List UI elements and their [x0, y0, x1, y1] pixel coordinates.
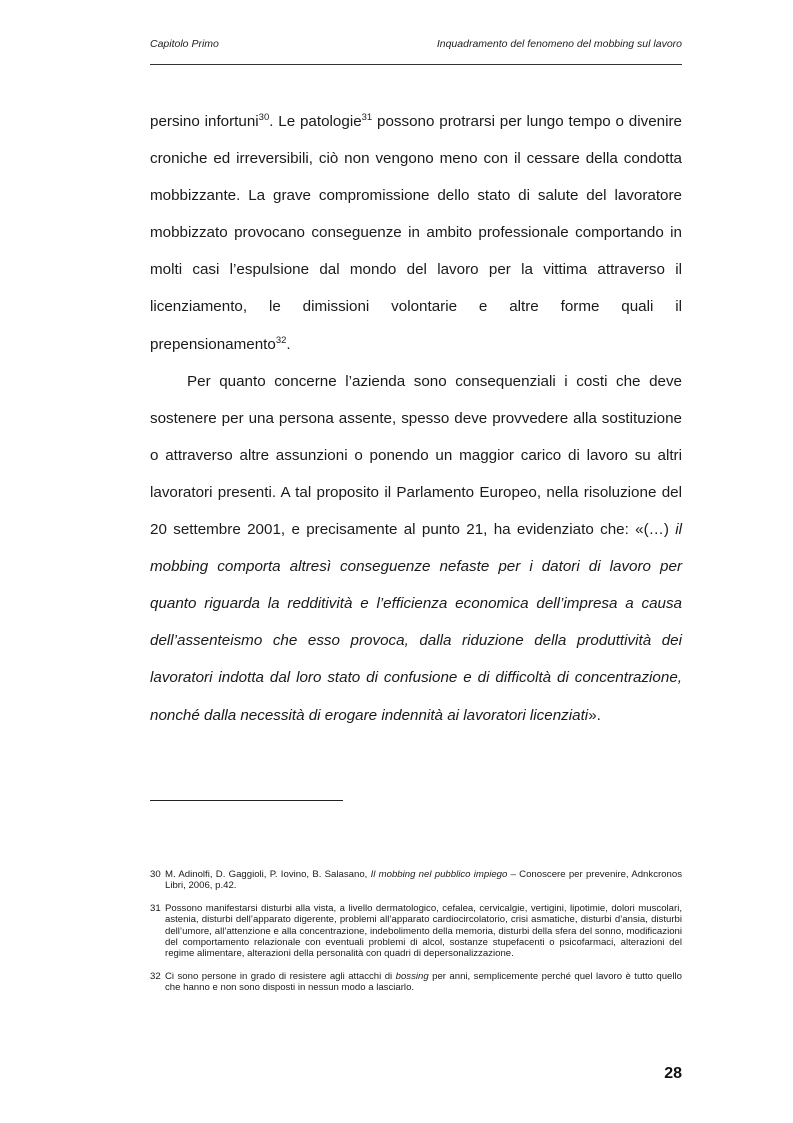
footnote-term: bossing — [395, 970, 429, 982]
footnote-32 — [150, 971, 682, 994]
page-number: 28 — [664, 1065, 682, 1082]
main-text — [150, 103, 682, 734]
p1-text-4: . — [286, 335, 291, 353]
header-divider — [150, 64, 682, 65]
footnote-ref-31[interactable]: 31 — [361, 112, 373, 123]
footnote-30 — [150, 869, 682, 892]
footnote-divider — [150, 800, 343, 801]
footnote-text: Ci sono persone in grado di resistere agli attacchi di — [165, 970, 396, 982]
footnote-text: per anni, semplicemente perché quel lavoro è tutto quello che hanno e non sono disposti in nessun modo a lasciarlo. — [165, 970, 682, 994]
section-title: Inquadramento del fenomeno del mobbing sul lavoro — [436, 38, 682, 50]
p1-text-3: possono protrarsi per lungo tempo o divenire croniche ed irreversibili, ciò non vengono meno con il cessare della condotta mobbizzante. La grave compromissione dello stato di salute del lavoratore mobbizzato provocano conseguenze in ambito professionale comportando in molti casi l’espulsione dal mondo del lavoro per la vittima attraverso il licenziamento, le dimissioni volontarie e altre forme quali il prepensionamento — [150, 113, 682, 353]
footnote-ref-32[interactable]: 32 — [275, 334, 287, 346]
paragraph-2 — [150, 363, 682, 734]
footnote-text: Possono manifestarsi disturbi alla vista, a livello dermatologico, cefalea, cervicalgie, vertigini, lipotimie, dolori muscolari, astenia, disturbi dell’apparato digerente, problemi all’apparato cardiocircolatorio, crisi asmatiche, disturbi d’ansia, disturbi dell’umore, all’attenzione e alla concentrazione, indebolimento della memoria, disturbi della sfera del sonno, modificazioni del comportamento relazionale con eventuali problemi di alcol, sostanze stupefacenti o psicofarmaci, alterazioni del regime alimentare, alterazioni della personalità con quadri di depersonalizzazione. — [165, 902, 682, 960]
running-header — [150, 38, 682, 54]
footnote-number: 31 — [150, 902, 161, 914]
footnotes — [150, 869, 682, 1005]
p1-text-1: persino infortuni — [150, 113, 259, 130]
footnote-ref-30[interactable]: 30 — [258, 112, 270, 123]
footnote-31 — [150, 903, 682, 960]
footnote-text: M. Adinolfi, D. Gaggioli, P. Iovino, B. Salasano, — [165, 869, 371, 880]
footnote-book-title: Il mobbing nel pubblico impiego — [370, 869, 508, 880]
p1-text-2: . Le patologie — [269, 113, 362, 130]
footnote-text: – Conoscere per prevenire, Adnkcronos Libri, 2006, p.42. — [165, 869, 682, 892]
footnote-number: 30 — [150, 869, 161, 880]
footnote-number: 32 — [150, 970, 161, 982]
paragraph-1 — [150, 103, 682, 363]
chapter-title: Capitolo Primo — [150, 38, 219, 50]
p2-text-2: ». — [588, 706, 601, 724]
quotation: il mobbing comporta altresì conseguenze nefaste per i datori di lavoro per quanto riguarda la redditività e l’efficienza economica dell’impresa a causa dell’assenteismo che esso provoca, dalla riduzione della produttività dei lavoratori indotta dal loro stato di confusione e di difficoltà di concentrazione, nonché dalla necessità di erogare indennità ai lavoratori licenziati — [150, 521, 682, 724]
p2-text-1: Per quanto concerne l’azienda sono consequenziali i costi che deve sostenere per una persona assente, spesso deve provvedere alla sostituzione o attraverso altre assunzioni o ponendo un maggior carico di lavoro su altri lavoratori presenti. A tal proposito il Parlamento Europeo, nella risoluzione del 20 settembre 2001, e precisamente al punto 21, ha evidenziato che: «(…) — [150, 372, 682, 539]
